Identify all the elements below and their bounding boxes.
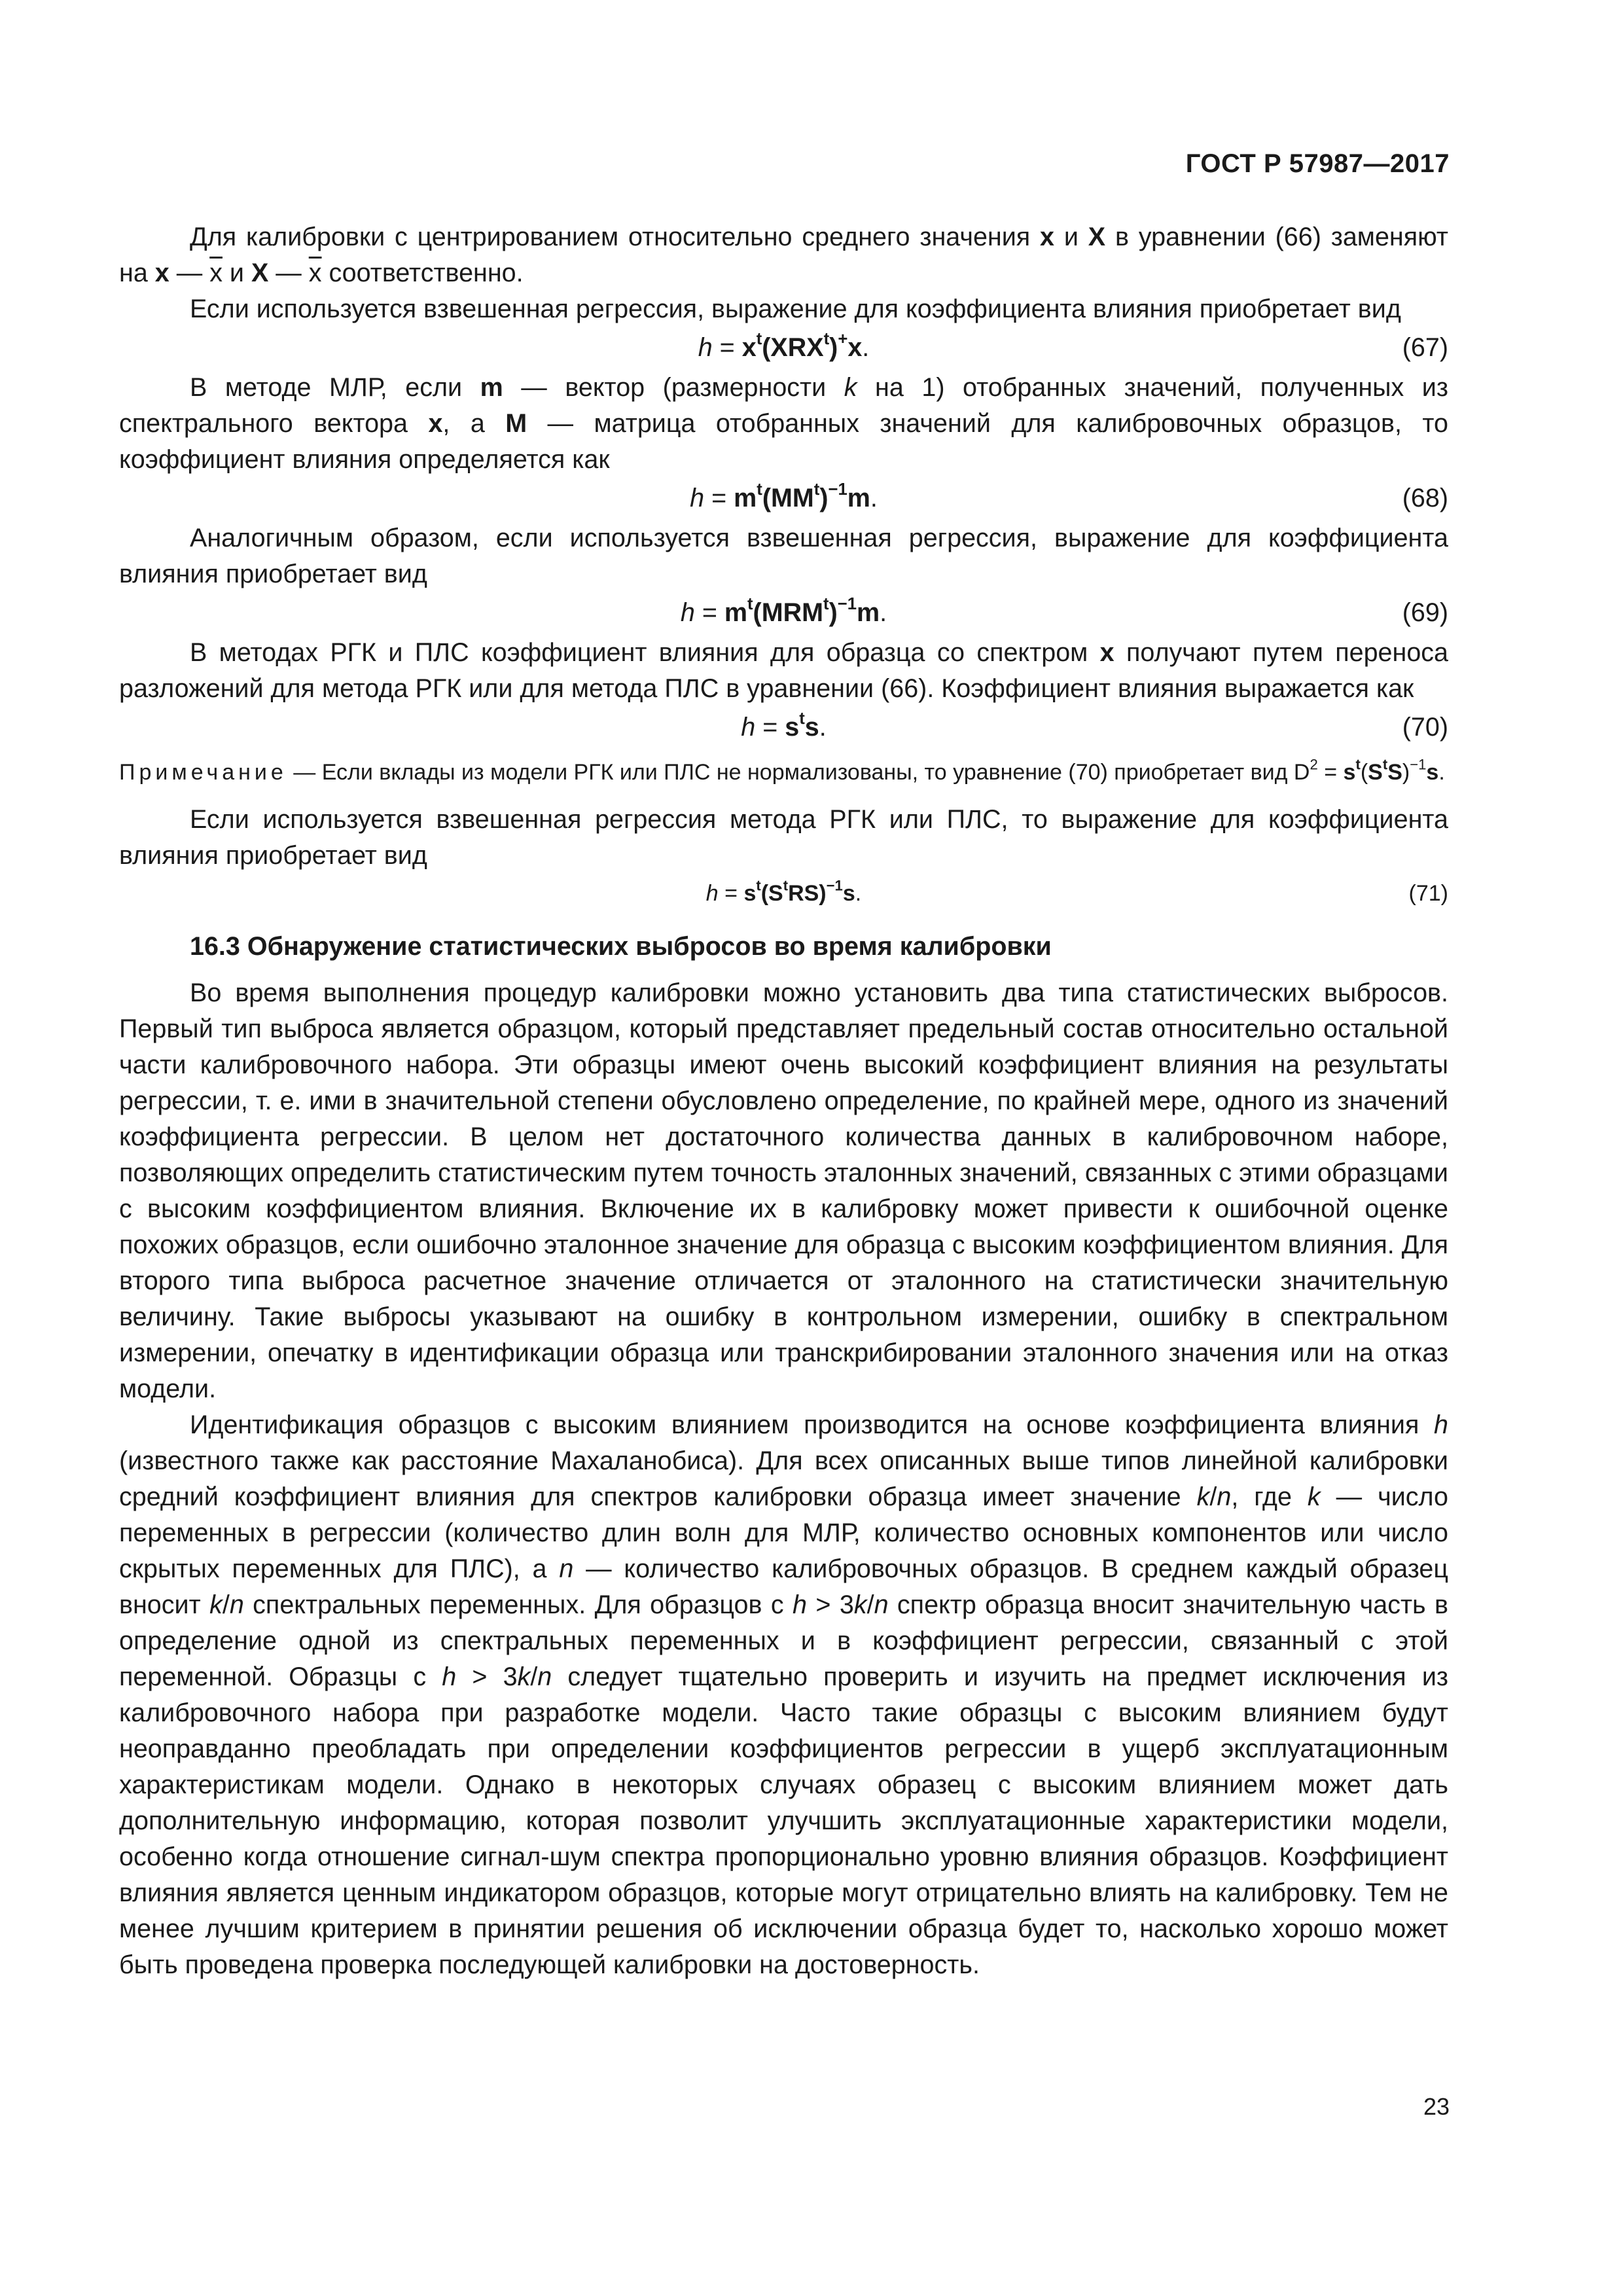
equation-number: (69) <box>1402 598 1448 627</box>
equation-number: (71) <box>1408 881 1448 906</box>
equation-number: (70) <box>1402 713 1448 742</box>
note-label: Примечание <box>119 760 287 785</box>
equation-70 <box>119 709 1448 745</box>
equation-67 <box>119 330 1448 366</box>
paragraph-weighted-intro: Если используется взвешенная регрессия, выражение для коэффициента влияния приобретает вид <box>190 295 1401 323</box>
equation-formula: $h = s^ts$. <box>741 709 827 742</box>
paragraph-pcr-pls-weighted: Если используется взвешенная регрессия метода РГК или ПЛС, то выражение для коэффициента влияния приобретает вид <box>119 805 1448 870</box>
note-text: — Если вклады из модели РГК или ПЛС не нормализованы, то уравнение (70) приобретает вид $D^2 = s^t(S^tS)^{-1}s$. <box>293 756 1445 785</box>
page-number: 23 <box>1423 2093 1450 2120</box>
paragraph-mlr: В методе МЛР, если m — вектор (размерности k на 1) отобранных значений, полученных из спектрального вектора x, а M — матрица отобранных значений для калибровочных образцов, то коэффициент влияния определяется как <box>119 373 1448 474</box>
equation-formula: $h = m^t(MRM^t)^{-1}m$. <box>680 595 887 627</box>
paragraph-leverage: Идентификация образцов с высоким влиянием производится на основе коэффициента влияния h (известного также как расстояние Махаланобиса). Для всех описанных выше типов линейной калибровки средний коэффициент влияния для спектров калибровки образца имеет значение k/n, где k — число переменных в регрессии (количество длин волн для МЛР, количество основных компонентов или число скрытых переменных для ПЛС), а n — количество калибровочных образцов. В среднем каждый образец вносит k/n спектральных переменных. Для образцов с h > 3k/n спектр образца вносит значительную часть в определение одной из спектральных переменных и в коэффициент регрессии, связанный с этой переменной. Образцы с h > 3k/n следует тщательно проверить и изучить на предмет исключения из калибровочного набора при разработке модели. Часто такие образцы с высоким влиянием будут неоправданно преобладать при определении коэффициентов регрессии в ущерб эксплуатационным характеристикам модели. Однако в некоторых случаях образец с высоким влиянием может дать дополнительную информацию, которая позволит улучшить эксплуатационные характеристики модели, особенно когда отношение сигнал-шум спектра пропорционально уровню влияния образцов. Коэффициент влияния является ценным индикатором образцов, которые могут отрицательно влиять на калибровку. Тем не менее лучшим критерием в принятии решения об исключении образца будет то, насколько хорошо может быть проведена проверка последующей калибровки на достоверность. <box>119 1410 1448 1979</box>
equation-formula: $h = m^t(MM^t)^{-1}m$. <box>690 480 878 512</box>
page-content <box>119 219 1448 1983</box>
equation-68 <box>119 480 1448 516</box>
paragraph-centering: Для калибровки с центрированием относительно среднего значения x и X в уравнении (66) заменяют на x — $\overline{x}$ и X — $\overline{x}$ соответственно. <box>119 223 1448 287</box>
equation-formula: $h = s^t(S^tRS)^{-1}s$. <box>705 877 862 906</box>
paragraph-pcr-pls: В методах РГК и ПЛС коэффициент влияния для образца со спектром x получают путем переноса разложений для метода РГК или для метода ПЛС в уравнении (66). Коэффициент влияния выражается как <box>119 638 1449 703</box>
paragraph-mlr-weighted: Аналогичным образом, если используется взвешенная регрессия, выражение для коэффициента влияния приобретает вид <box>119 524 1448 588</box>
equation-number: (68) <box>1402 484 1448 512</box>
paragraph-outlier-types: Во время выполнения процедур калибровки можно установить два типа статистических выбросов. Первый тип выброса является образцом, который представляет предельный состав относительно остальной части калибровочного набора. Эти образцы имеют очень высокий коэффициент влияния на результаты регрессии, т. е. ими в значительной степени обусловлено определение, по крайней мере, одного из значений коэффициента регрессии. В целом нет достаточного количества данных в калибровочном наборе, позволяющих определить статистическим путем точность эталонных значений, связанных с этими образцами с высоким коэффициентом влияния. Включение их в калибровку может привести к ошибочной оценке похожих образцов, если ошибочно эталонное значение для образца с высоким коэффициентом влияния. Для второго типа выброса расчетное значение отличается от эталонного на статистически значительную величину. Такие выбросы указывают на ошибку в контрольном измерении, ошибку в спектральном измерении, опечатку в идентификации образца или транскрибировании эталонного значения или на отказ модели. <box>119 978 1448 1403</box>
equation-number: (67) <box>1402 333 1448 362</box>
equation-71 <box>119 876 1448 910</box>
note <box>119 757 1448 787</box>
equation-69 <box>119 595 1448 631</box>
equation-formula: $h = x^t(XRX^t)^+x$. <box>698 330 870 362</box>
section-heading: 16.3 Обнаружение статистических выбросов во время калибровки <box>190 932 1052 961</box>
standard-header: ГОСТ Р 57987—2017 <box>1185 149 1450 178</box>
